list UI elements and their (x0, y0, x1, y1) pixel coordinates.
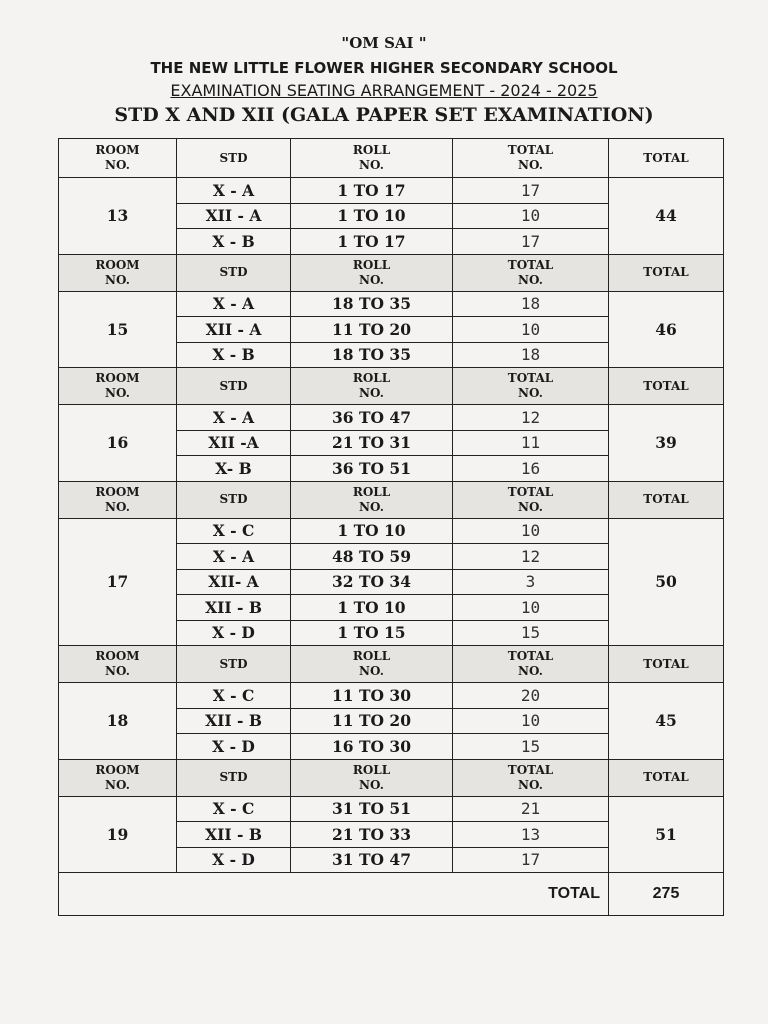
roll-range-cell: 1 TO 10 (291, 203, 453, 229)
table-row (59, 683, 724, 709)
col-total-no-header (453, 481, 609, 518)
roll-range-cell: 1 TO 10 (291, 518, 453, 544)
roll-range-cell: 18 TO 35 (291, 291, 453, 317)
roll-range-cell: 11 TO 20 (291, 317, 453, 343)
roll-header-line2: NO. (359, 777, 384, 792)
col-roll-header (291, 481, 453, 518)
room-number: 16 (59, 405, 177, 482)
std-cell: XII - A (177, 203, 291, 229)
room-total: 45 (609, 683, 724, 760)
student-count-cell: 17 (453, 847, 609, 873)
roll-header-line1: ROLL (352, 371, 391, 385)
std-cell: XII - B (177, 708, 291, 734)
room-header-row (59, 646, 724, 683)
student-count-cell: 21 (453, 796, 609, 822)
room-header-line1: ROOM (95, 371, 140, 385)
col-room-header (59, 481, 177, 518)
col-roll-header (291, 646, 453, 683)
total-no-header-line2: NO. (518, 664, 543, 678)
student-count-cell: 18 (453, 342, 609, 368)
total-no-header-line1: TOTAL (507, 257, 554, 272)
grand-total-value: 275 (609, 873, 724, 916)
total-no-header-line2: NO. (518, 386, 543, 400)
student-count-cell: 12 (453, 544, 609, 570)
std-cell: X - C (177, 683, 291, 709)
roll-range-cell: 48 TO 59 (291, 544, 453, 570)
roll-header-line1: ROLL (352, 257, 391, 272)
col-roll-header (291, 254, 453, 291)
student-count-cell: 17 (453, 178, 609, 204)
document-header (0, 36, 768, 125)
total-no-header-line2: NO. (518, 499, 543, 514)
student-count-cell: 18 (453, 291, 609, 317)
col-roll-header (291, 759, 453, 796)
roll-header-line1: ROLL (352, 143, 391, 157)
col-total-no-header (453, 646, 609, 683)
std-cell: X - C (177, 518, 291, 544)
col-room-header (59, 759, 177, 796)
roll-range-cell: 32 TO 34 (291, 569, 453, 595)
col-std-header: STD (177, 368, 291, 405)
col-room-header (59, 368, 177, 405)
roll-range-cell: 36 TO 51 (291, 456, 453, 482)
col-room-header (59, 254, 177, 291)
roll-range-cell: 18 TO 35 (291, 342, 453, 368)
room-header-line1: ROOM (95, 762, 140, 777)
room-header-row (59, 139, 724, 178)
room-total: 39 (609, 405, 724, 482)
room-header-line2: NO. (105, 499, 130, 514)
roll-range-cell: 11 TO 20 (291, 708, 453, 734)
col-total-no-header (453, 368, 609, 405)
col-roll-header (291, 368, 453, 405)
room-header-line1: ROOM (95, 649, 140, 663)
student-count-cell: 15 (453, 734, 609, 760)
room-number: 17 (59, 518, 177, 646)
col-std-header: STD (177, 139, 291, 178)
col-std-header: STD (177, 759, 291, 796)
student-count-cell: 10 (453, 595, 609, 621)
invocation-line: "OM SAI " (341, 34, 427, 52)
roll-range-cell: 11 TO 30 (291, 683, 453, 709)
roll-range-cell: 16 TO 30 (291, 734, 453, 760)
table-row (59, 405, 724, 431)
school-name: THE NEW LITTLE FLOWER HIGHER SECONDARY SCHOOL (150, 59, 618, 77)
room-header-line2: NO. (105, 664, 130, 678)
room-number: 15 (59, 291, 177, 368)
total-no-header-line2: NO. (518, 777, 543, 792)
student-count-cell: 10 (453, 708, 609, 734)
room-header-row (59, 759, 724, 796)
roll-range-cell: 31 TO 47 (291, 847, 453, 873)
table-row (59, 178, 724, 204)
total-no-header-line1: TOTAL (507, 484, 554, 499)
table-row (59, 518, 724, 544)
std-cell: X - A (177, 291, 291, 317)
table-row (59, 796, 724, 822)
roll-header-line2: NO. (359, 158, 384, 172)
std-cell: XII -A (177, 430, 291, 456)
exam-title: STD X AND XII (GALA PAPER SET EXAMINATION) (114, 104, 654, 126)
col-total-header: TOTAL (609, 481, 724, 518)
room-header-line2: NO. (105, 158, 130, 172)
room-header-line2: NO. (105, 272, 130, 287)
roll-range-cell: 36 TO 47 (291, 405, 453, 431)
total-no-header-line2: NO. (518, 272, 543, 287)
roll-range-cell: 1 TO 17 (291, 229, 453, 255)
room-number: 19 (59, 796, 177, 873)
col-total-no-header (453, 254, 609, 291)
col-std-header: STD (177, 481, 291, 518)
student-count-cell: 17 (453, 229, 609, 255)
std-cell: X - D (177, 620, 291, 646)
col-total-header: TOTAL (609, 139, 724, 178)
student-count-cell: 20 (453, 683, 609, 709)
col-total-no-header (453, 759, 609, 796)
std-cell: XII - A (177, 317, 291, 343)
room-header-line2: NO. (105, 777, 130, 792)
student-count-cell: 15 (453, 620, 609, 646)
room-total: 44 (609, 178, 724, 255)
student-count-cell: 10 (453, 518, 609, 544)
col-total-no-header (453, 139, 609, 178)
total-no-header-line1: TOTAL (507, 143, 554, 157)
roll-range-cell: 31 TO 51 (291, 796, 453, 822)
roll-range-cell: 1 TO 15 (291, 620, 453, 646)
room-total: 50 (609, 518, 724, 646)
roll-header-line2: NO. (359, 272, 384, 287)
std-cell: X - D (177, 847, 291, 873)
col-std-header: STD (177, 646, 291, 683)
room-number: 18 (59, 683, 177, 760)
roll-range-cell: 1 TO 17 (291, 178, 453, 204)
std-cell: X - B (177, 229, 291, 255)
room-header-row (59, 254, 724, 291)
roll-header-line1: ROLL (352, 649, 391, 663)
room-header-row (59, 368, 724, 405)
col-roll-header (291, 139, 453, 178)
student-count-cell: 10 (453, 203, 609, 229)
room-total: 46 (609, 291, 724, 368)
std-cell: X - D (177, 734, 291, 760)
col-room-header (59, 139, 177, 178)
std-cell: XII - B (177, 822, 291, 848)
col-room-header (59, 646, 177, 683)
room-header-line1: ROOM (95, 484, 140, 499)
student-count-cell: 10 (453, 317, 609, 343)
col-total-header: TOTAL (609, 254, 724, 291)
col-total-header: TOTAL (609, 368, 724, 405)
room-header-line2: NO. (105, 386, 130, 400)
room-number: 13 (59, 178, 177, 255)
total-no-header-line1: TOTAL (507, 762, 554, 777)
col-total-header: TOTAL (609, 646, 724, 683)
roll-header-line2: NO. (359, 664, 384, 678)
col-total-header: TOTAL (609, 759, 724, 796)
std-cell: X- B (177, 456, 291, 482)
std-cell: XII - B (177, 595, 291, 621)
std-cell: X - A (177, 544, 291, 570)
std-cell: X - A (177, 178, 291, 204)
student-count-cell: 16 (453, 456, 609, 482)
std-cell: X - B (177, 342, 291, 368)
total-no-header-line1: TOTAL (507, 649, 554, 663)
std-cell: XII- A (177, 569, 291, 595)
grand-total-row (59, 873, 724, 916)
room-header-line1: ROOM (95, 257, 140, 272)
col-std-header: STD (177, 254, 291, 291)
roll-range-cell: 21 TO 33 (291, 822, 453, 848)
grand-total-label: TOTAL (59, 873, 609, 916)
roll-header-line1: ROLL (352, 484, 391, 499)
student-count-cell: 12 (453, 405, 609, 431)
student-count-cell: 3 (453, 569, 609, 595)
std-cell: X - C (177, 796, 291, 822)
document-subtitle: EXAMINATION SEATING ARRANGEMENT - 2024 - 2025 (170, 81, 598, 100)
seating-table (58, 138, 724, 916)
room-header-row (59, 481, 724, 518)
total-no-header-line2: NO. (518, 158, 543, 172)
student-count-cell: 13 (453, 822, 609, 848)
roll-header-line2: NO. (359, 386, 384, 400)
table-row (59, 291, 724, 317)
roll-header-line1: ROLL (352, 762, 391, 777)
total-no-header-line1: TOTAL (507, 371, 554, 385)
std-cell: X - A (177, 405, 291, 431)
roll-range-cell: 21 TO 31 (291, 430, 453, 456)
roll-header-line2: NO. (359, 499, 384, 514)
roll-range-cell: 1 TO 10 (291, 595, 453, 621)
student-count-cell: 11 (453, 430, 609, 456)
room-header-line1: ROOM (95, 143, 140, 157)
room-total: 51 (609, 796, 724, 873)
